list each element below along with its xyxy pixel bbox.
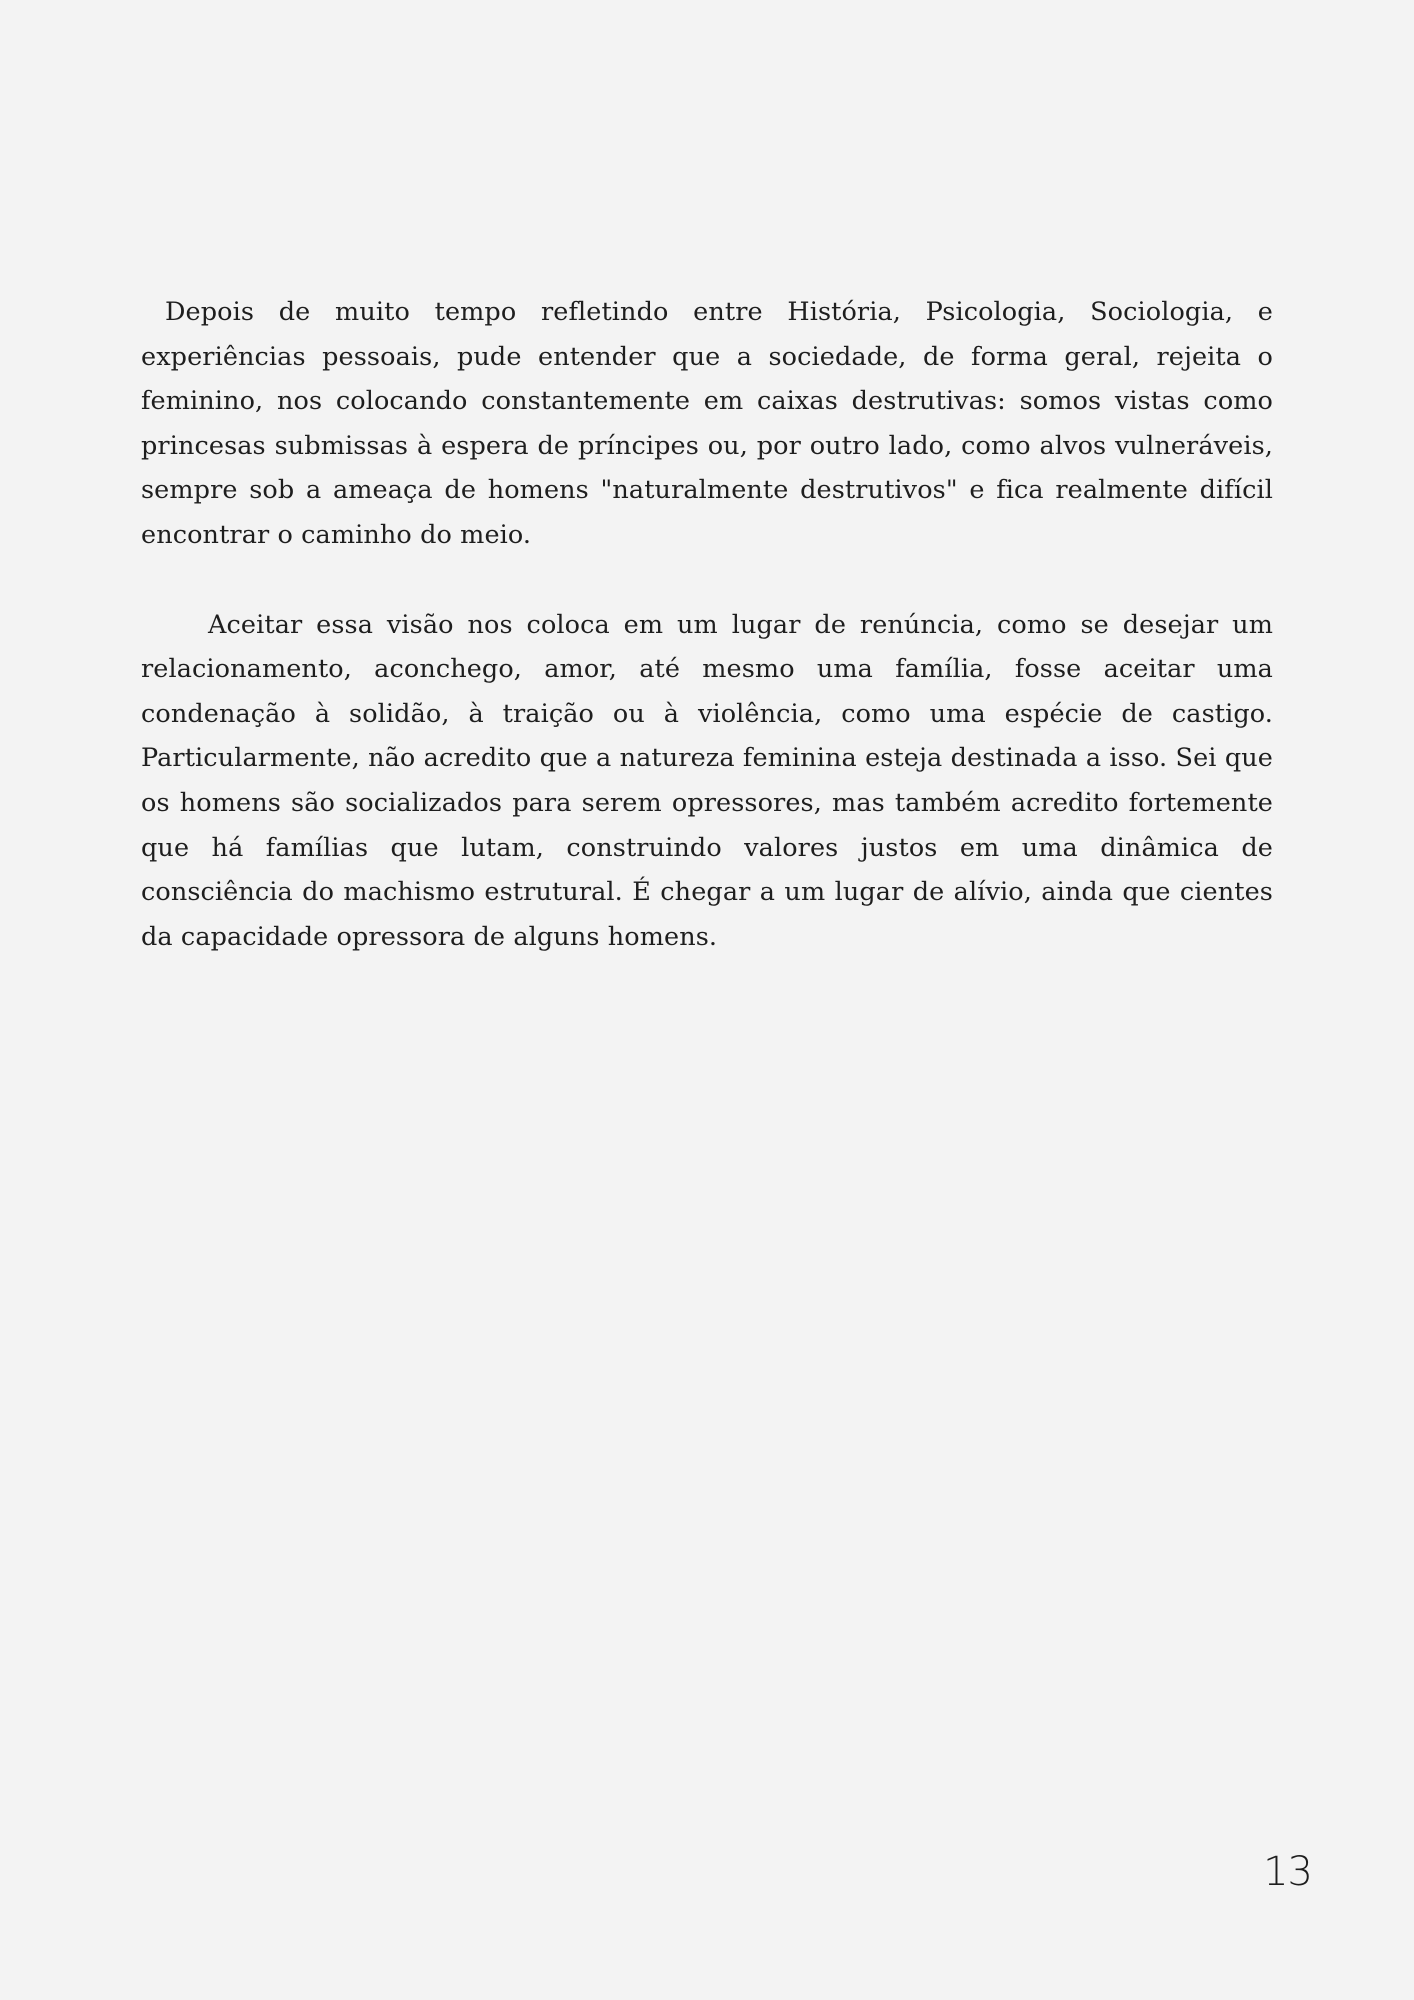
paragraph-1: Depois de muito tempo refletindo entre História, Psicologia, Sociologia, e experiências pessoais, pude entender que a sociedade, de forma geral, rejeita o feminino, nos colocando constantemente em caixas destrutivas: somos vistas como princesas submissas à espera de príncipes ou, por outro lado, como alvos vulneráveis, sempre sob a ameaça de homens "naturalmente destrutivos" e fica realmente difícil encontrar o caminho do meio. — [141, 297, 1273, 550]
page-number: 13 — [1263, 1849, 1312, 1895]
body-text — [141, 290, 1273, 959]
paragraph-2: Aceitar essa visão nos coloca em um lugar de renúncia, como se desejar um relacionamento, aconchego, amor, até mesmo uma família, fosse aceitar uma condenação à solidão, à traição ou à violência, como uma espécie de castigo. Particularmente, não acredito que a natureza feminina esteja destinada a isso. Sei que os homens são socializados para serem opressores, mas também acredito fortemente que há famílias que lutam, construindo valores justos em uma dinâmica de consciência do machismo estrutural. É chegar a um lugar de alívio, ainda que cientes da capacidade opressora de alguns homens. — [141, 609, 1273, 952]
